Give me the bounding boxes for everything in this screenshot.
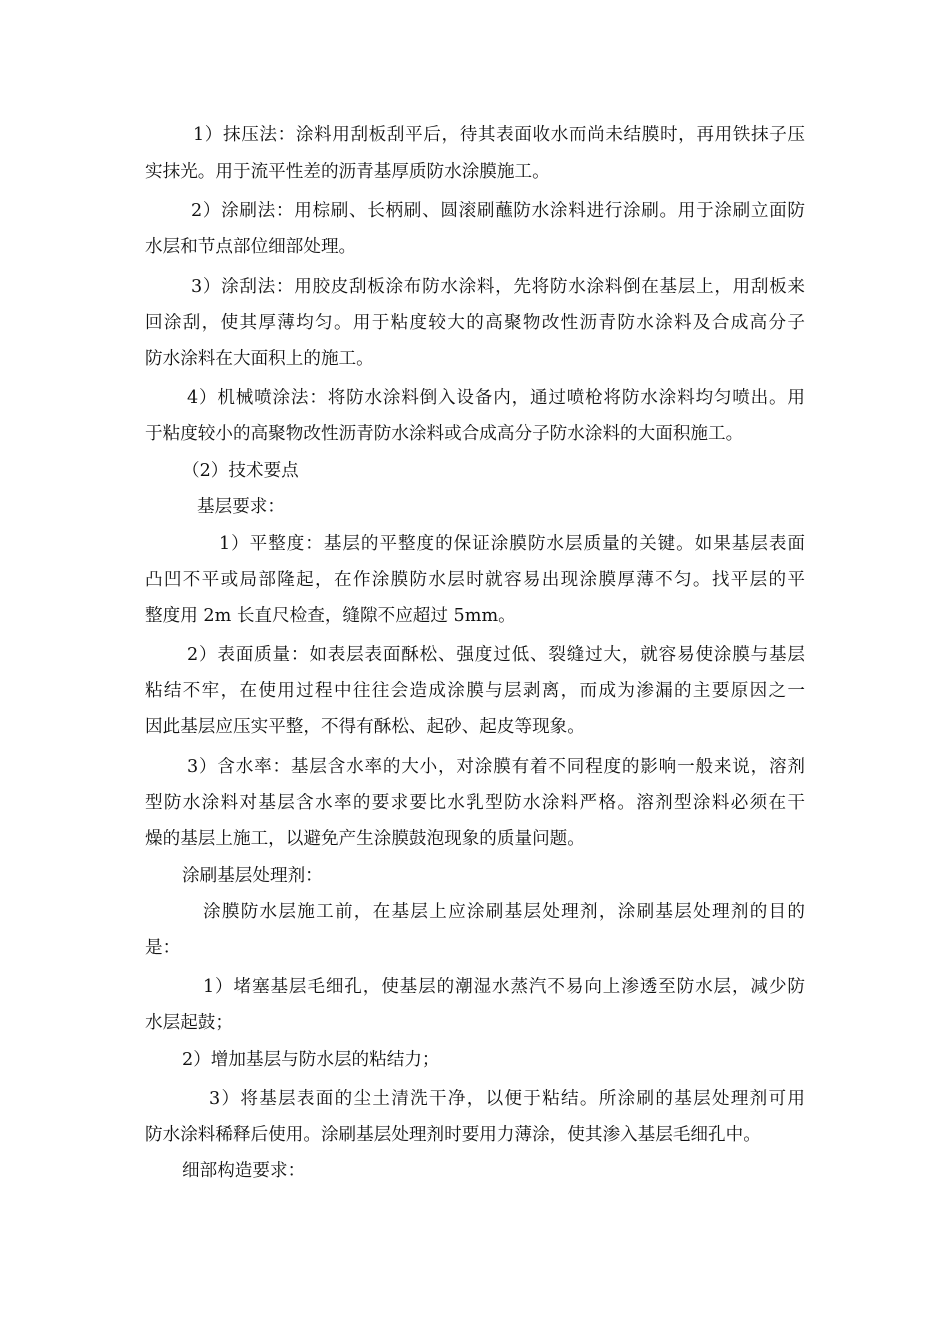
- section-heading: （2）技术要点: [182, 461, 299, 481]
- paragraph-line: 粘结不牢，在使用过程中往往会造成涂膜与层剥离，而成为渗漏的主要原因之一: [145, 681, 805, 701]
- paragraph-line: 水层和节点部位细部处理。: [145, 237, 357, 257]
- paragraph-line: 防水涂料稀释后使用。涂刷基层处理剂时要用力薄涂，使其渗入基层毛细孔中。: [145, 1125, 761, 1145]
- subsection-heading: 细部构造要求：: [182, 1161, 306, 1181]
- paragraph-line: 燥的基层上施工，以避免产生涂膜鼓泡现象的质量问题。: [145, 829, 585, 849]
- paragraph-line: 凸凹不平或局部隆起，在作涂膜防水层时就容易出现涂膜厚薄不匀。找平层的平: [145, 570, 805, 590]
- paragraph-line: 3）涂刮法：用胶皮刮板涂布防水涂料，先将防水涂料倒在基层上，用刮板来: [191, 277, 805, 297]
- paragraph-line: 实抹光。用于流平性差的沥青基厚质防水涂膜施工。: [145, 162, 550, 182]
- paragraph-line: 回涂刮，使其厚薄均匀。用于粘度较大的高聚物改性沥青防水涂料及合成高分子: [145, 313, 805, 333]
- paragraph-line: 1）平整度：基层的平整度的保证涂膜防水层质量的关键。如果基层表面: [219, 534, 805, 554]
- paragraph-line: 2）涂刷法：用棕刷、长柄刷、圆滚刷蘸防水涂料进行涂刷。用于涂刷立面防: [191, 201, 805, 221]
- paragraph-line: 型防水涂料对基层含水率的要求要比水乳型防水涂料严格。溶剂型涂料必须在干: [145, 793, 805, 813]
- paragraph-line: 3）将基层表面的尘土清洗干净，以便于粘结。所涂刷的基层处理剂可用: [209, 1089, 805, 1109]
- subsection-heading: 涂刷基层处理剂：: [182, 866, 323, 886]
- paragraph-line: 1）抹压法：涂料用刮板刮平后，待其表面收水而尚未结膜时，再用铁抹子压: [193, 125, 805, 145]
- subsection-heading: 基层要求：: [197, 497, 285, 517]
- paragraph-line: 水层起鼓；: [145, 1013, 233, 1033]
- paragraph-line: 1）堵塞基层毛细孔，使基层的潮湿水蒸汽不易向上渗透至防水层，减少防: [203, 977, 805, 997]
- paragraph-line: 防水涂料在大面积上的施工。: [145, 349, 374, 369]
- paragraph-line: 因此基层应压实平整，不得有酥松、起砂、起皮等现象。: [145, 717, 585, 737]
- paragraph-line: 3）含水率：基层含水率的大小，对涂膜有着不同程度的影响一般来说，溶剂: [187, 757, 805, 777]
- paragraph-line: 4）机械喷涂法：将防水涂料倒入设备内，通过喷枪将防水涂料均匀喷出。用: [187, 388, 805, 408]
- paragraph-line: 2）增加基层与防水层的粘结力；: [182, 1050, 440, 1070]
- paragraph-line: 涂膜防水层施工前，在基层上应涂刷基层处理剂，涂刷基层处理剂的目的: [203, 902, 805, 922]
- paragraph-line: 2）表面质量：如表层表面酥松、强度过低、裂缝过大，就容易使涂膜与基层: [187, 645, 805, 665]
- paragraph-line: 整度用 2m 长直尺检查，缝隙不应超过 5mm。: [145, 606, 516, 626]
- paragraph-line: 是：: [145, 938, 181, 958]
- paragraph-line: 于粘度较小的高聚物改性沥青防水涂料或合成高分子防水涂料的大面积施工。: [145, 424, 744, 444]
